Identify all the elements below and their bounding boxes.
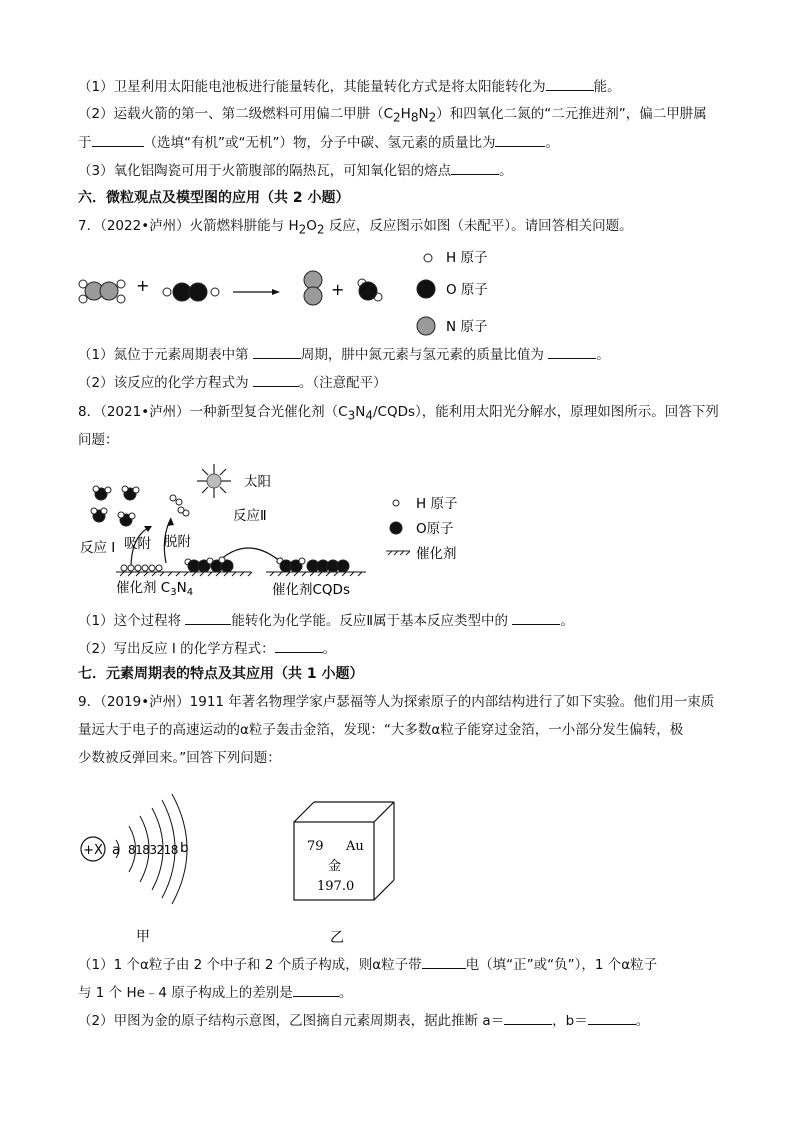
q6-part3-text: （3）氧化铝陶瓷可用于火箭腹部的隔热瓦，可知氧化铝的熔点 <box>78 163 452 179</box>
reaction2-label: 反应Ⅱ <box>233 508 267 524</box>
hydrogen-molecules <box>170 495 189 516</box>
subscript: 3 <box>170 587 177 598</box>
q8-part1-end: 。 <box>560 613 574 629</box>
q9-part1 <box>78 954 657 975</box>
legend-h-label: H 原子 <box>416 496 458 512</box>
q7-stem <box>78 216 633 240</box>
catalyst-label-text: 催化剂 C <box>116 580 171 596</box>
q9-part1-text-c: 与 1 个 He﹣4 原子构成上的差别是 <box>78 985 293 1001</box>
atomic-mass: 197.0 <box>317 879 355 894</box>
q8-stem-text: 8．（2021•泸州）一种新型复合光催化剂（C <box>78 404 348 420</box>
formula-part: N <box>176 580 187 596</box>
answer-blank[interactable] <box>253 344 301 359</box>
answer-blank[interactable] <box>275 638 323 653</box>
reaction1-label: 反应 I <box>80 540 116 556</box>
answer-blank[interactable] <box>504 1010 552 1025</box>
q8-part1 <box>78 610 574 631</box>
q7-part1-end: 。 <box>596 347 610 363</box>
q7-part2 <box>78 372 387 393</box>
plus-sign: + <box>136 276 150 295</box>
h2o2-molecule <box>163 283 219 301</box>
q8-part2-text: （2）写出反应 I 的化学方程式： <box>78 641 275 657</box>
reaction-arrow <box>233 289 280 295</box>
q8-legend <box>386 500 410 555</box>
catalyst-surface-cqds <box>266 572 366 576</box>
q9-part1-text: （1）1 个α粒子由 2 个中子和 2 个质子构成，则α粒子带 <box>78 957 422 973</box>
answer-blank[interactable] <box>253 372 299 387</box>
q9-part1-text-b: 电（填“正”或“负”），1 个α粒子 <box>465 957 658 973</box>
q6-part1-text: （1）卫星利用太阳能电池板进行能量转化，其能量转化方式是将太阳能转化为 <box>78 79 546 95</box>
o-atom-icon <box>417 280 435 298</box>
shell-b-label: b <box>180 840 189 856</box>
q9-part2 <box>78 1010 649 1031</box>
q6-part1 <box>78 76 621 97</box>
formula-part: H <box>400 106 411 122</box>
answer-blank[interactable] <box>185 610 231 625</box>
q9-part2-text-b: ，b＝ <box>552 1013 588 1029</box>
q9-stem-line1: 9．（2019•泸州）1911 年著名物理学家卢瑟福等人为探索原子的内部结构进行了如下实验。他们用一束质 <box>78 694 715 710</box>
formula-part: N <box>418 106 429 122</box>
q7-reaction-diagram <box>70 240 510 340</box>
section-heading-7: 七．元素周期表的特点及其应用（共 1 小题） <box>78 666 364 682</box>
formula-part: O <box>306 218 317 234</box>
q9-part1-end: 。 <box>338 985 353 1001</box>
q9-stem-line2: 量远大于电子的高速运动的α粒子轰击金箔，发现：“大多数α粒子能穿过金箔，一小部分发生偏转，极 <box>78 722 684 738</box>
formula-part: N <box>355 404 366 420</box>
sun-label: 太阳 <box>244 474 271 490</box>
q9-part2-text: （2）甲图为金的原子结构示意图，乙图摘自元素周期表，据此推断 a＝ <box>78 1013 505 1029</box>
answer-blank[interactable] <box>548 344 596 359</box>
q6-part2-text-b: ）和四氧化二氮的“二元推进剂”，偏二甲肼属 <box>436 106 707 122</box>
shell-a-label: a <box>112 842 121 858</box>
answer-blank[interactable] <box>588 1010 636 1025</box>
n-atom-icon <box>417 317 435 335</box>
catalyst-hatch-icon <box>386 551 410 555</box>
answer-blank[interactable] <box>422 954 466 969</box>
water-molecule <box>358 279 382 301</box>
q6-part1-end: 能。 <box>593 79 621 95</box>
nucleus-label: +X <box>83 843 103 858</box>
q6-part2-cont <box>78 132 559 153</box>
q6-part2-text: （2）运载火箭的第一、第二级燃料可用偏二甲肼（C <box>78 106 394 122</box>
element-name: 金 <box>328 859 342 874</box>
q7-part1-text: （1）氮位于元素周期表中第 <box>78 347 249 363</box>
q8-stem-text-b: /CQDs），能利用太阳光分解水，原理如图所示。回答下列 <box>372 404 719 420</box>
answer-blank[interactable] <box>495 132 545 147</box>
o-atom-icon <box>390 522 402 534</box>
subscript: 2 <box>298 222 307 237</box>
q8-part1-text-b: 能转化为化学能。反应Ⅱ属于基本反应类型中的 <box>231 613 509 629</box>
q8-part1-text: （1）这个过程将 <box>78 613 182 629</box>
subscript: 2 <box>428 110 437 125</box>
q7-part2-end: 。（注意配平） <box>298 375 387 391</box>
q6-part2 <box>78 104 707 128</box>
subscript: 2 <box>316 222 325 237</box>
q8-photocatalysis-diagram <box>76 458 476 603</box>
nitrogen-molecule <box>304 271 322 305</box>
answer-blank[interactable] <box>512 610 560 625</box>
legend-n-label: N 原子 <box>446 319 488 335</box>
desorb-label: 脱附 <box>164 534 191 550</box>
legend-h-label: H 原子 <box>446 250 488 266</box>
q6-part3-end: 。 <box>499 163 513 179</box>
subscript: 4 <box>365 408 373 423</box>
section-heading-6: 六．微粒观点及模型图的应用（共 2 小题） <box>78 190 350 206</box>
q8-stem-cont: 问题： <box>78 432 119 448</box>
shell-electron-counts: 8183218 <box>128 843 178 857</box>
q9-part1-cont <box>78 982 352 1003</box>
q6-part3 <box>78 160 513 181</box>
q7-part2-text: （2）该反应的化学方程式为 <box>78 375 249 391</box>
gold-atom-structure-diagram <box>74 790 234 950</box>
legend-o-label: O原子 <box>416 521 454 537</box>
h-atom-icon <box>393 500 399 506</box>
legend-catalyst-label: 催化剂 <box>416 546 457 562</box>
h-atom-icon <box>424 254 432 262</box>
subscript: 3 <box>347 408 356 423</box>
q8-stem <box>78 402 719 426</box>
q7-stem-text: 7．（2022•泸州）火箭燃料肼能与 H <box>78 218 299 234</box>
answer-blank[interactable] <box>293 982 339 997</box>
adsorb-label: 吸附 <box>124 536 151 552</box>
adsorbed-atoms-c3n4 <box>121 557 233 572</box>
figure-jia-caption: 甲 <box>136 929 150 945</box>
water-molecules <box>91 486 139 526</box>
answer-blank[interactable] <box>451 160 499 175</box>
q8-part2-end: 。 <box>322 641 337 657</box>
catalyst-surface-c3n4 <box>116 572 252 576</box>
q7-part1 <box>78 344 610 365</box>
gold-periodic-cell-diagram <box>290 798 400 946</box>
catalyst-c3n4-label <box>116 579 193 598</box>
adsorbed-atoms-cqds <box>277 558 349 572</box>
sun-icon <box>197 464 231 498</box>
hydrazine-molecule <box>79 280 125 303</box>
atomic-number: 79 <box>307 839 324 854</box>
q6-part2-text-c: 于 <box>78 135 92 151</box>
subscript: 2 <box>393 110 401 125</box>
q6-part2-text-d: （选填“有机”或“无机”）物，分子中碳、氢元素的质量比为 <box>143 135 496 151</box>
legend-o-label: O 原子 <box>446 282 488 298</box>
answer-blank[interactable] <box>546 76 594 91</box>
element-symbol: Au <box>346 839 364 854</box>
q7-part1-text-b: 周期，肼中氮元素与氢元素的质量比值为 <box>300 347 544 363</box>
q6-part2-end: 。 <box>545 135 559 151</box>
q9-stem-line3: 少数被反弹回来。”回答下列问题： <box>78 750 281 766</box>
q7-legend <box>417 254 435 335</box>
q8-part2 <box>78 638 336 659</box>
catalyst-cqds-label: 催化剂CQDs <box>272 582 350 598</box>
subscript: 4 <box>186 587 194 598</box>
q9-part2-end: 。 <box>635 1013 650 1029</box>
subscript: 8 <box>410 110 419 125</box>
plus-sign: + <box>331 280 345 299</box>
answer-blank[interactable] <box>92 132 144 147</box>
figure-yi-caption: 乙 <box>330 930 344 946</box>
q7-stem-text-b: 反应，反应图示如图（未配平）。请回答相关问题。 <box>324 218 633 234</box>
